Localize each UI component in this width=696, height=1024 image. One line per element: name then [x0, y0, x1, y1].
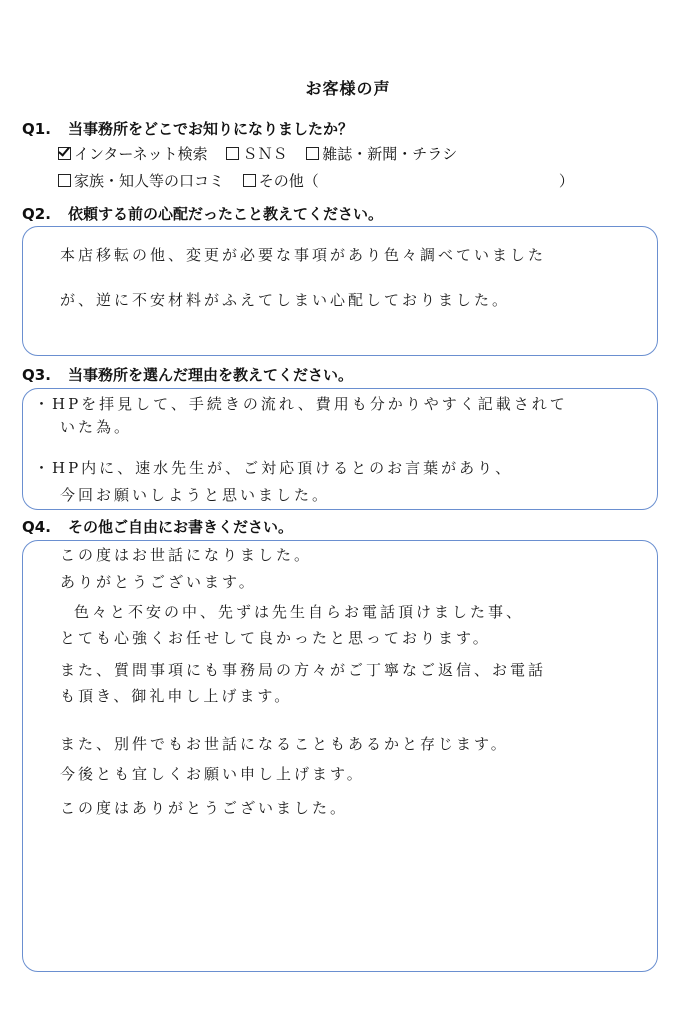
- question-1-number: Q1.: [22, 120, 51, 138]
- answer-3-line-1: ・HPを拝見して、手続きの流れ、費用も分かりやすく記載されて: [34, 395, 568, 413]
- question-1: [22, 118, 353, 139]
- option-other[interactable]: その他（ ）: [243, 170, 574, 191]
- option-word-of-mouth[interactable]: 家族・知人等の口コミ: [58, 170, 224, 191]
- question-3: [22, 364, 353, 385]
- page-title: お客様の声: [305, 79, 391, 98]
- q1-options-row-1: [58, 143, 471, 164]
- question-3-number: Q3.: [22, 366, 51, 384]
- answer-4-line-7: また、別件でもお世話になることもあるかと存じます。: [60, 735, 509, 753]
- checkbox[interactable]: [226, 147, 239, 160]
- question-3-text: 当事務所を選んだ理由を教えてください。: [68, 366, 354, 384]
- checkbox[interactable]: [58, 174, 71, 187]
- answer-4-line-9: この度はありがとうございました。: [60, 799, 349, 817]
- answer-4-line-3: 色々と不安の中、先ずは先生自らお電話頂けました事、: [74, 603, 525, 621]
- option-magazine[interactable]: 雑誌・新聞・チラシ: [306, 143, 457, 164]
- answer-4-line-8: 今後とも宜しくお願い申し上げます。: [60, 765, 365, 783]
- answer-2-line-2: が、逆に不安材料がふえてしまい心配しておりました。: [60, 291, 511, 309]
- question-1-text: 当事務所をどこでお知りになりましたか？: [68, 120, 354, 138]
- answer-3-line-4: 今回お願いしようと思いました。: [60, 486, 331, 504]
- question-2-number: Q2.: [22, 205, 51, 223]
- answer-4-line-6: も頂き、御礼申し上げます。: [60, 687, 293, 705]
- option-internet-search[interactable]: インターネット検索: [58, 143, 208, 164]
- answer-4-line-4: とても心強くお任せして良かったと思っております。: [60, 629, 491, 647]
- question-4-text: その他ご自由にお書きください。: [68, 518, 294, 536]
- checkbox-checked[interactable]: [58, 147, 71, 160]
- question-2-text: 依頼する前の心配だったこと教えてください。: [68, 205, 384, 223]
- checkbox[interactable]: [243, 174, 256, 187]
- checkbox[interactable]: [306, 147, 319, 160]
- answer-3-line-3: ・HP内に、速水先生が、ご対応頂けるとのお言葉があり、: [34, 459, 514, 477]
- question-4-number: Q4.: [22, 518, 51, 536]
- question-4: [22, 516, 293, 537]
- answer-2-line-1: 本店移転の他、変更が必要な事項があり色々調べていました: [60, 246, 547, 264]
- answer-4-line-1: この度はお世話になりました。: [60, 546, 313, 564]
- answer-4-line-2: ありがとうございます。: [60, 573, 257, 591]
- question-2: [22, 203, 383, 224]
- answer-3-line-2: いた為。: [60, 418, 133, 436]
- q1-options-row-2: [58, 170, 588, 191]
- answer-4-line-5: また、質問事項にも事務局の方々がご丁寧なご返信、お電話: [60, 661, 547, 679]
- option-sns[interactable]: ＳＮＳ: [226, 143, 287, 164]
